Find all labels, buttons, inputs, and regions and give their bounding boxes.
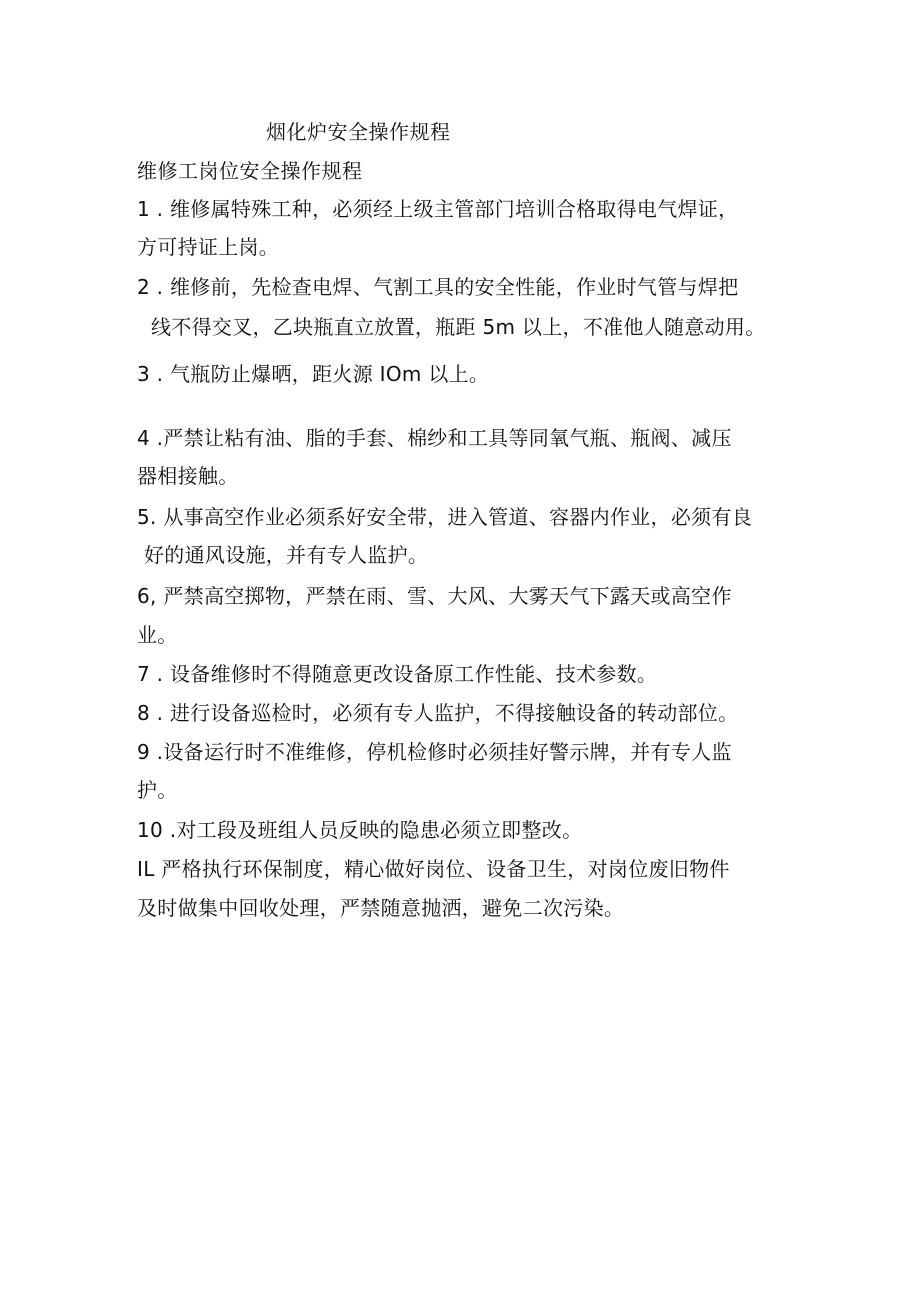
rule-1-line-2: 方可持证上岗。 [137, 235, 280, 259]
rule-5-line-2: 好的通风设施，并有专人监护。 [144, 543, 429, 567]
rule-4-line-2: 器相接触。 [137, 464, 239, 488]
rule-11-line-1: IL 严格执行环保制度，精心做好岗位、设备卫生，对岗位废旧物件 [137, 857, 730, 881]
rule-6-line-2: 业。 [137, 623, 178, 647]
rule-4-line-1: 4 .严禁让粘有油、脂的手套、棉纱和工具等同氧气瓶、瓶阀、减压 [137, 426, 732, 450]
rule-1-line-1: 1 . 维修属特殊工种，必须经上级主管部门培训合格取得电气焊证， [137, 197, 739, 221]
rule-2-line-2: 线不得交叉，乙块瓶直立放置，瓶距 5m 以上，不准他人随意动用。 [151, 315, 766, 339]
rule-5-line-1: 5. 从事高空作业必须系好安全带，进入管道、容器内作业，必须有良 [137, 505, 753, 529]
rule-9-line-1: 9 .设备运行时不准维修，停机检修时必须挂好警示牌，并有专人监 [137, 740, 732, 764]
rule-3-line-1: 3 . 气瓶防止爆晒，距火源 IOm 以上。 [137, 362, 490, 386]
rule-11-line-2: 及时做集中回收处理，严禁随意抛洒，避免二次污染。 [137, 896, 625, 920]
section-title: 维修工岗位安全操作规程 [137, 159, 363, 183]
rule-10-line-1: 10 .对工段及班组人员反映的隐患必须立即整改。 [137, 818, 583, 842]
rule-6-line-1: 6, 严禁高空掷物，严禁在雨、雪、大风、大雾天气下露天或高空作 [137, 584, 732, 608]
rule-8-line-1: 8 . 进行设备巡检时，必须有专人监护，不得接触设备的转动部位。 [137, 701, 739, 725]
rule-9-line-2: 护。 [137, 778, 178, 802]
document-title: 烟化炉安全操作规程 [266, 120, 451, 144]
rule-7-line-1: 7 . 设备维修时不得随意更改设备原工作性能、技术参数。 [137, 662, 658, 686]
rule-2-line-1: 2 . 维修前，先检查电焊、气割工具的安全性能，作业时气管与焊把 [137, 275, 739, 299]
